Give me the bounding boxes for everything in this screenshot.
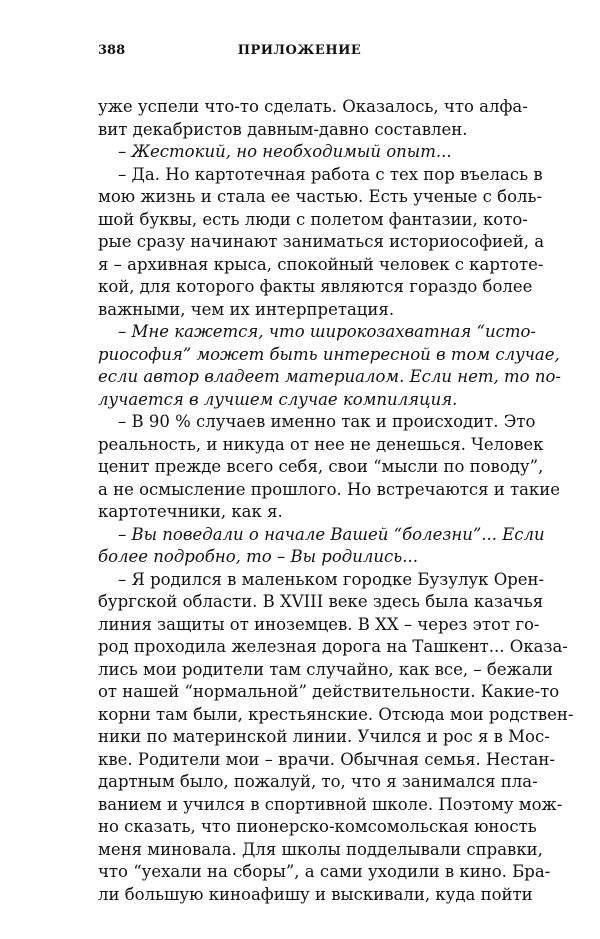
- text-line: что “уехали на сборы”, а сами уходили в кино. Бра-: [98, 862, 551, 881]
- text-line: ли большую киноафишу и выскивали, куда пойти: [98, 884, 533, 904]
- paragraph: [98, 164, 545, 322]
- paragraph: [98, 569, 574, 907]
- text-line: – Я родился в маленьком городке Бузулук Орен-: [118, 569, 545, 589]
- interviewer-question: [98, 524, 545, 569]
- text-line: если автор владеет материалом. Если нет, то по-: [98, 367, 561, 386]
- text-line: меня миновала. Для школы подделывали справки,: [98, 839, 543, 859]
- text-line: риософия” может быть интересной в том случае,: [98, 344, 560, 364]
- text-line: реальность, и никуда от нее не денешься. Человек: [98, 434, 544, 454]
- text-line: дартным было, пожалуй, то, что я занимался пла-: [98, 772, 538, 791]
- page-number: 388: [98, 43, 126, 58]
- text-line: рые сразу начинают заниматься историософией, а: [98, 232, 545, 251]
- text-line: но сказать, что пионерско-комсомольская юность: [98, 817, 537, 836]
- interviewer-question: [98, 321, 561, 411]
- text-line: уже успели что-то сделать. Оказалось, что алфа-: [98, 97, 528, 116]
- text-line: я – архивная крыса, спокойный человек с картоте-: [98, 254, 544, 274]
- text-line: важными, чем их интерпретация.: [98, 299, 395, 319]
- text-line: линия защиты от иноземцев. В XX – через этот го-: [98, 614, 540, 634]
- text-line: – В 90 % случаев именно так и происходит. Это: [118, 412, 536, 431]
- text-line: кве. Родители мои – врачи. Обычная семья. Нестан-: [98, 749, 555, 769]
- text-line: картотечники, как я.: [98, 502, 283, 521]
- text-line: бургской области. В XVIII веке здесь была казачья: [98, 592, 544, 611]
- running-title: ПРИЛОЖЕНИЕ: [237, 43, 362, 58]
- page-header: [98, 43, 501, 65]
- text-line: – Жестокий, но необходимый опыт...: [118, 142, 452, 161]
- text-line: род проходила железная дорога на Ташкент... Оказа-: [98, 637, 568, 656]
- text-line: – Вы поведали о начале Вашей “болезни”... Если: [118, 524, 545, 544]
- text-line: ванием и учился в спортивной школе. Поэтому мож-: [98, 794, 563, 814]
- text-line: а не осмысление прошлого. Но встречаются и такие: [98, 479, 561, 499]
- text-line: корни там были, крестьянские. Отсюда мои родствен-: [98, 704, 574, 724]
- text-line: кой, для которого факты являются гораздо более: [98, 277, 533, 296]
- text-line: ники по материнской линии. Учился и рос я в Мос-: [98, 727, 550, 746]
- text-line: – Да. Но картотечная работа с тех пор въелась в: [118, 164, 543, 184]
- text-line: лись мои родители там случайно, как все, – бежали: [98, 659, 554, 679]
- text-line: – Мне кажется, что широкозахватная “исто-: [118, 322, 536, 341]
- text-line: более подробно, то – Вы родились...: [98, 547, 418, 566]
- paragraph: [98, 96, 528, 141]
- text-line: шой буквы, есть люди с полетом фантазии, кото-: [98, 209, 528, 229]
- text-line: от нашей “нормальной” действительности. Какие-то: [98, 682, 560, 701]
- text-line: вит декабристов давным-давно составлен.: [98, 119, 468, 139]
- text-line: мою жизнь и стала ее частью. Есть ученые с боль-: [98, 187, 543, 206]
- interviewer-question: [98, 141, 501, 164]
- text-line: лучается в лучшем случае компиляция.: [98, 389, 458, 409]
- text-line: ценит прежде всего себя, свои “мысли по поводу”,: [98, 457, 544, 476]
- paragraph: [98, 411, 561, 524]
- body-text: [98, 96, 574, 906]
